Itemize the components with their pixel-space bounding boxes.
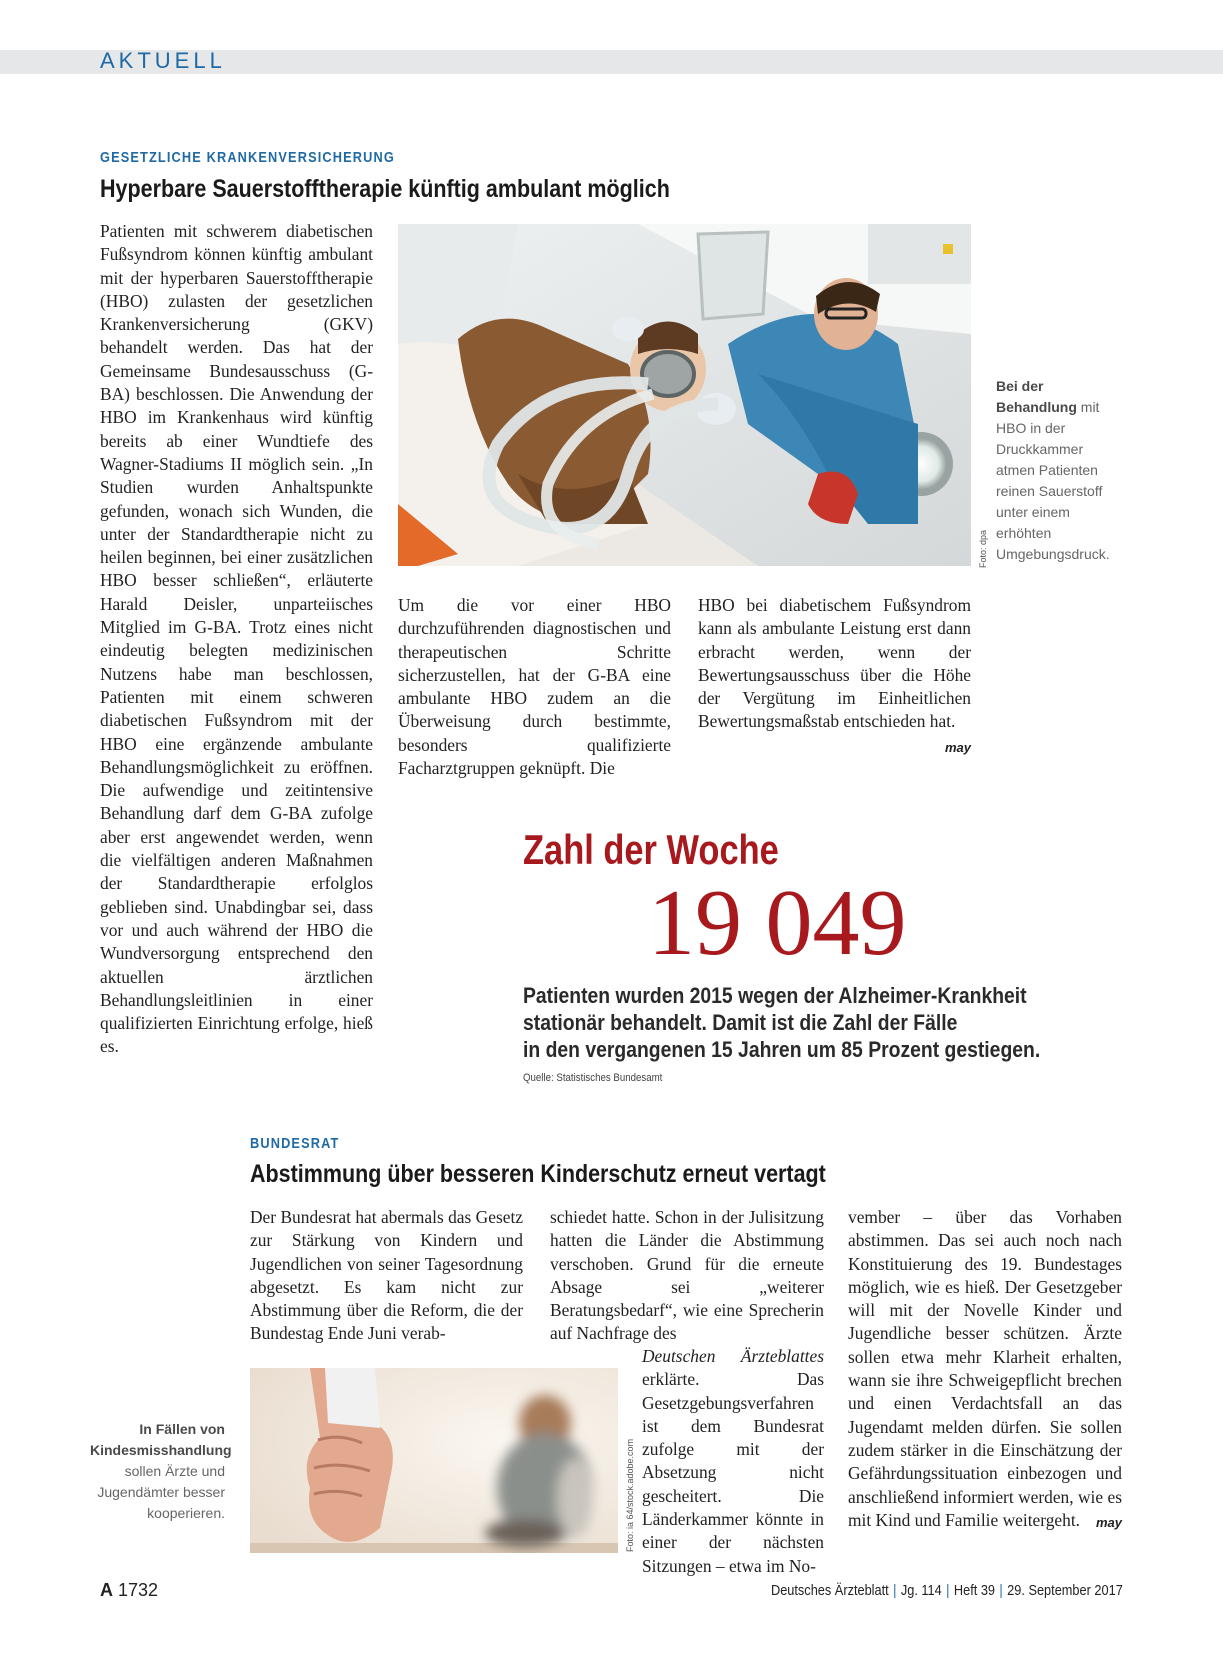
article1-caption-bold: Bei der Behandlung [996, 378, 1077, 415]
footer-publication-info [771, 1583, 1123, 1599]
child-protection-illustration [250, 1368, 618, 1553]
article2-col1-text: Der Bundesrat hat abermals das Gesetz zur Stärkung von Kindern und Jugendlichen von seiner Tagesordnung abgesetzt. Es kam nicht zur Abstimmung über die Reform, die der Bundestag Ende Juni verab- [250, 1207, 523, 1344]
article2-col2-bottom-text: erklärte. Das Gesetzgebungsverfahren ist dem Bundesrat zufolge mit der Absetzung nicht gescheitert. Die Länderkammer könnte in einer der nächsten Sitzungen – etwa im No- [642, 1369, 824, 1576]
footer-separator: | [999, 1583, 1003, 1599]
article1-headline: Hyperbare Sauerstofftherapie künftig ambulant möglich [100, 175, 670, 203]
section-label: AKTUELL [100, 48, 226, 73]
child-protection-photo [250, 1368, 618, 1553]
article1-col1-text: Patienten mit schwerem diabetischen Fußsyndrom können künftig ambulant mit der hyperbaren Sauerstofftherapie (HBO) zulasten der gesetzlichen Krankenversicherung (GKV) behandelt werden. Das hat der Gemeinsame Bundesausschuss (G-BA) beschlossen. Die Anwendung der HBO im Krankenhaus wird künftig bereits ab einer Wundtiefe des Wagner-Stadiums II möglich sein. „In Studien wurden Anhaltspunkte gefunden, wonach sich Wunden, die unter der Standardtherapie nicht zu heilen beginnen, bei einer zusätzlichen HBO besser schließen“, erläuterte Harald Deisler, unparteiisches Mitglied im G-BA. Trotz eines nicht eindeutig belegten medizinischen Nutzens habe man beschlossen, Patienten mit einem schweren diabetischen Fußsyndrom mit der HBO eine ergänzende ambulante Behandlungsmöglichkeit zu eröffnen. Die aufwendige und zeitintensive Behandlung darf dem G-BA zufolge aber erst angewendet werden, wenn die vielfältigen anderen Maßnahmen der Standardtherapie erfolglos geblieben sind. Unabdingbar sei, dass vor und auch während der HBO die Wundversorgung entsprechend den aktuellen ärztlichen Behandlungsleitlinien in einer qualifizierten Einrichtung erfolge, hieß es. [100, 221, 373, 1057]
article2-col2-italic: Deutschen Ärzteblattes [642, 1346, 824, 1366]
article2-col3-text: vember – über das Vorhaben abstimmen. Das sei auch noch nach Konstituierung des 19. Bundestages möglich, wie es hieß. Der Gesetzgeber will mit der Novelle Kinder und Jugendliche besser schützen. Ärzte sollen etwa mehr Klarheit erhalten, wann sie ihre Schweigepflicht brechen und einen Verdachtsfall an das Jugendamt melden dürfen. Sie sollen zudem stärker in die Einschätzung der Gefährdungssituation einbezogen und anschließend informiert werden, wie es mit Kind und Familie weitergeht. [848, 1207, 1122, 1530]
article1-column-1 [100, 220, 373, 1059]
article2-photo-caption [90, 1419, 232, 1524]
footer-date: 29. September 2017 [1007, 1583, 1123, 1599]
article2-col2-top-text: schiedet hatte. Schon in der Julisitzung hatten die Länder die Abstimmung verschoben. Grund für die erneute Absage sei „weiterer Beratungsbedarf“, wie eine Sprecherin auf Nachfrage des [550, 1207, 824, 1344]
zahl-der-woche-number: 19 049 [648, 871, 907, 975]
hbo-chamber-illustration [398, 224, 971, 566]
zahl-der-woche-source: Quelle: Statistisches Bundesamt [523, 1072, 663, 1084]
footer-separator: | [893, 1583, 897, 1599]
article2-column-2-top [550, 1206, 824, 1346]
page-number-value: 1732 [118, 1580, 159, 1600]
article2-column-1 [250, 1206, 523, 1346]
article1-photo-credit: Foto: dpa [978, 529, 988, 568]
article1-signature: may [944, 739, 971, 755]
footer-issue: Heft 39 [954, 1583, 996, 1599]
article2-caption-text: sollen Ärzte und Jugendämter besser kooperieren. [97, 1463, 225, 1521]
zahl-der-woche-title: Zahl der Woche [523, 826, 779, 873]
article2-column-2-bottom [642, 1345, 824, 1578]
article1-column-3 [698, 594, 971, 759]
page-number-prefix: A [100, 1580, 113, 1600]
article2-column-3 [848, 1206, 1122, 1534]
zahl-der-woche-line-1: Patienten wurden 2015 wegen der Alzheimer-Krankheit [523, 983, 1027, 1008]
article2-kicker: BUNDESRAT [250, 1136, 340, 1152]
article2-caption-bold: In Fällen von Kindesmisshandlung [90, 1421, 232, 1458]
zahl-der-woche-line-2: stationär behandelt. Damit ist die Zahl der Fälle [523, 1010, 958, 1035]
article2-photo-credit: Foto: ia 64/stock.adobe.com [625, 1438, 635, 1552]
hbo-chamber-photo [398, 224, 971, 566]
article2-headline: Abstimmung über besseren Kinderschutz erneut vertagt [250, 1160, 826, 1188]
article1-col2-text: Um die vor einer HBO durchzuführenden diagnostischen und therapeutischen Schritte sicherzustellen, hat der G-BA eine ambulante HBO zudem an die Überweisung durch bestimmte, besonders qualifizierte Facharztgruppen geknüpft. Die [398, 595, 671, 779]
article1-photo-caption [996, 376, 1124, 565]
zahl-der-woche-line-3: in den vergangenen 15 Jahren um 85 Prozent gestiegen. [523, 1037, 1041, 1062]
footer-volume: Jg. 114 [901, 1583, 942, 1599]
article2-signature: may [1095, 1514, 1122, 1530]
article1-column-2 [398, 594, 671, 780]
article1-col3-text: HBO bei diabetischem Fußsyndrom kann als ambulante Leistung erst dann erbracht werden, wenn der Bewertungsausschuss über die Höhe der Vergütung im Einheitlichen Bewertungsmaßstab entschieden hat. [698, 595, 971, 732]
article1-kicker: GESETZLICHE KRANKENVERSICHERUNG [100, 150, 395, 166]
footer-journal: Deutsches Ärzteblatt [771, 1583, 889, 1599]
page-number [100, 1580, 158, 1601]
article1-caption-text: mit HBO in der Druckkammer atmen Patienten reinen Sauerstoff unter einem erhöhten Umgebungsdruck. [996, 399, 1110, 562]
zahl-der-woche-text [523, 982, 1040, 1063]
footer-separator: | [946, 1583, 950, 1599]
